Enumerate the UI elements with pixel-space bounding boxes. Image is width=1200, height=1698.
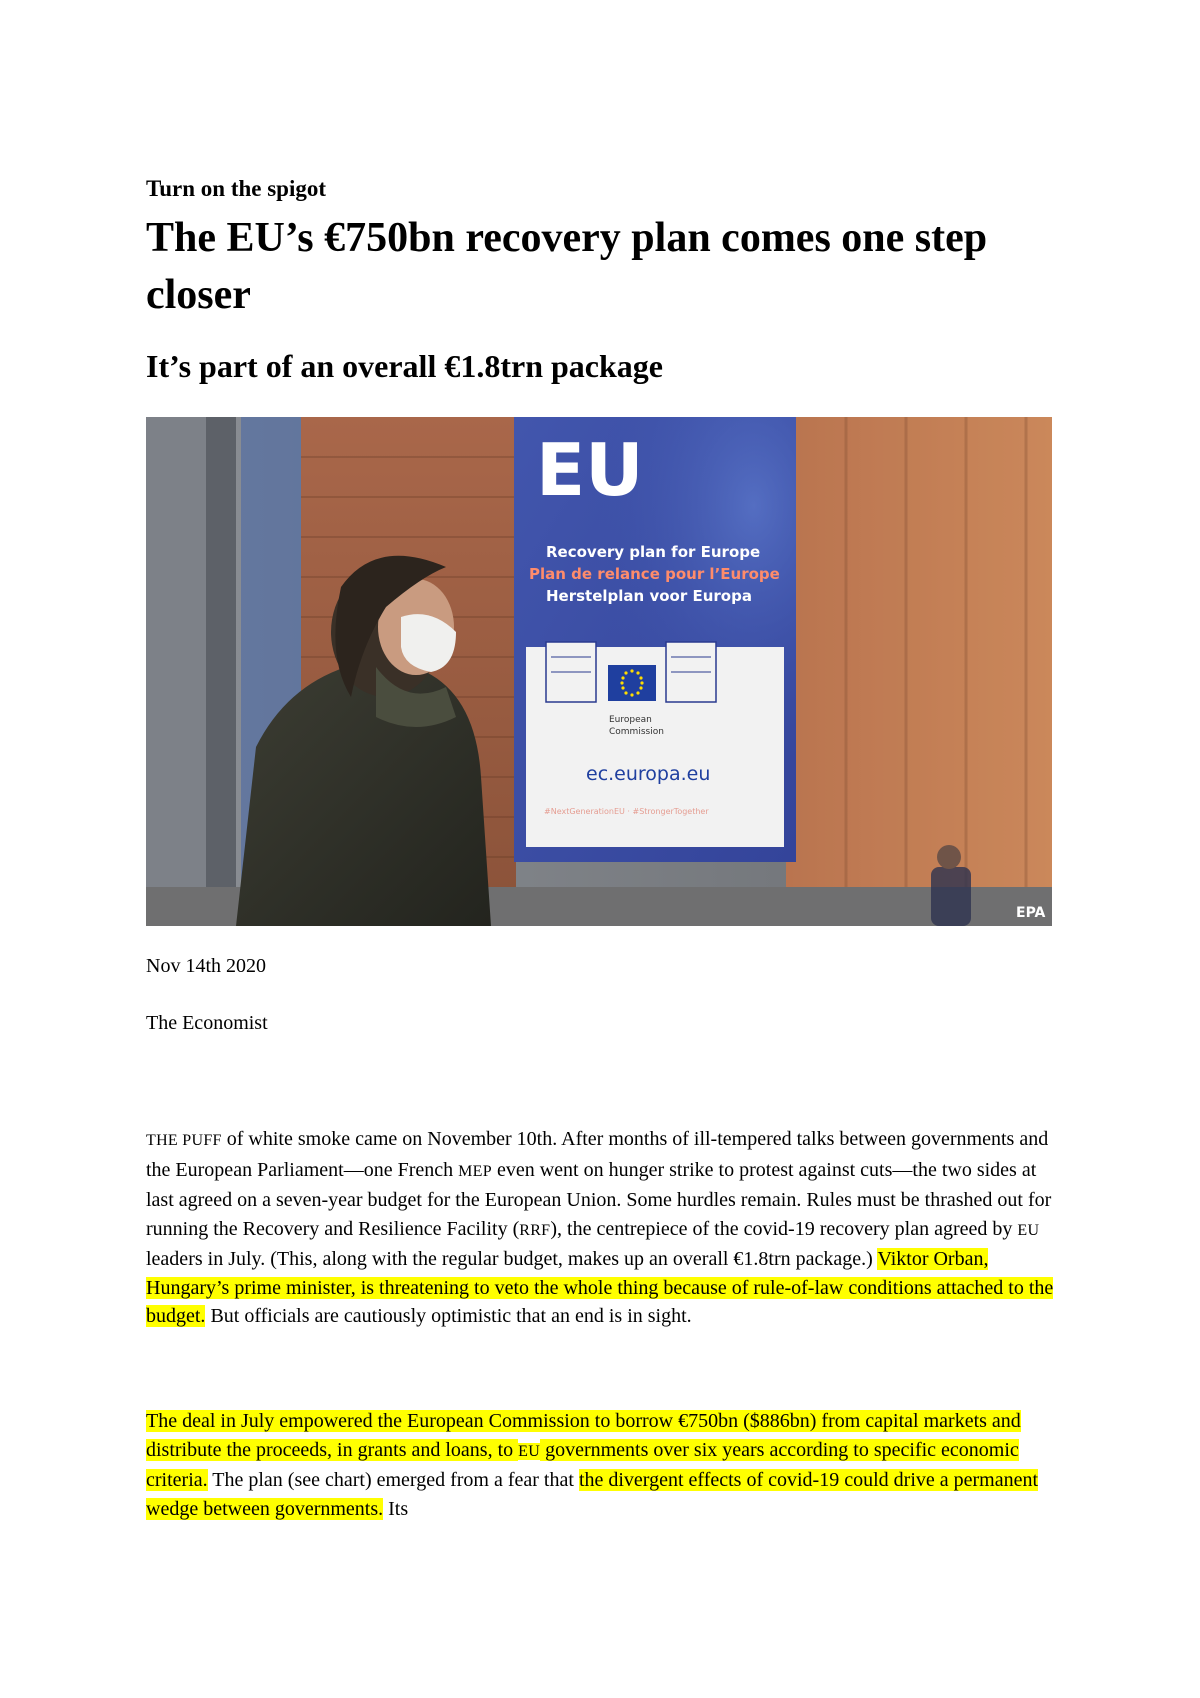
paragraph-1-text-d: leaders in July. (This, along with the regular budget, makes up an overall €1.8trn package.) bbox=[146, 1248, 878, 1270]
paragraph-1-text-a: of white smoke came on November 10th. After months of ill-tempered talks between governments and the European Parliament—one French bbox=[146, 1128, 1049, 1181]
abbr-eu: EU bbox=[518, 1442, 541, 1460]
abbr-rrf: RRF bbox=[519, 1221, 551, 1239]
banner-hashtags: #NextGenerationEU · #StrongerTogether bbox=[544, 807, 709, 816]
banner-line-fr: Plan de relance pour l’Europe bbox=[529, 565, 780, 583]
article-photo bbox=[146, 417, 1052, 926]
banner-org-line2: Commission bbox=[609, 727, 664, 737]
paragraph-1-text-e: But officials are cautiously optimistic that an end is in sight. bbox=[205, 1305, 692, 1327]
subheadline: It’s part of an overall €1.8trn package bbox=[146, 348, 663, 384]
paragraph-1-text-c: ), the centrepiece of the covid-19 recovery plan agreed by bbox=[550, 1217, 1018, 1240]
abbr-mep: MEP bbox=[458, 1162, 492, 1180]
highlighted-text: Viktor Orban, Hungary’s prime minister, is threatening to veto the whole thing because of rule-of-law conditions attached to the budget. bbox=[146, 1248, 1054, 1327]
banner-line-en: Recovery plan for Europe bbox=[546, 543, 761, 561]
publish-date: Nov 14th 2020 bbox=[146, 955, 266, 977]
photo-credit: EPA bbox=[1016, 905, 1046, 921]
headline: The EU’s €750bn recovery plan comes one step closer bbox=[146, 215, 988, 318]
paragraph-2-tail: Its bbox=[383, 1497, 409, 1520]
banner-url: ec.europa.eu bbox=[586, 763, 711, 785]
highlighted-text: The deal in July empowered the European Commission to borrow €750bn ($886bn) from capital markets and distribute the proceeds, in grants and loans, to bbox=[146, 1410, 1021, 1461]
banner-title: EU bbox=[536, 428, 644, 512]
highlighted-text: governments over six years according to specific economic criteria. bbox=[146, 1438, 1019, 1491]
banner-org-line1: European bbox=[609, 715, 652, 725]
paragraph-2-text: The plan (see chart) emerged from a fear that bbox=[207, 1469, 579, 1491]
rubric: Turn on the spigot bbox=[146, 176, 327, 201]
paragraph-1-text-b: even went on hunger strike to protest against cuts—the two sides at last agreed on a seven-year budget for the European Union. Some hurdles remain. Rules must be thrashed out for running the Recovery and Resilience Facility ( bbox=[146, 1158, 1052, 1240]
publication-source: The Economist bbox=[146, 1012, 268, 1034]
paragraph-2 bbox=[146, 1407, 1061, 1523]
paragraph-1 bbox=[146, 1125, 1061, 1331]
abbr-eu: EU bbox=[1017, 1221, 1040, 1239]
lead-in: THE PUFF bbox=[146, 1132, 222, 1149]
banner-line-nl: Herstelplan voor Europa bbox=[546, 587, 752, 605]
highlighted-text: the divergent effects of covid-19 could drive a permanent wedge between governments. bbox=[146, 1469, 1039, 1520]
